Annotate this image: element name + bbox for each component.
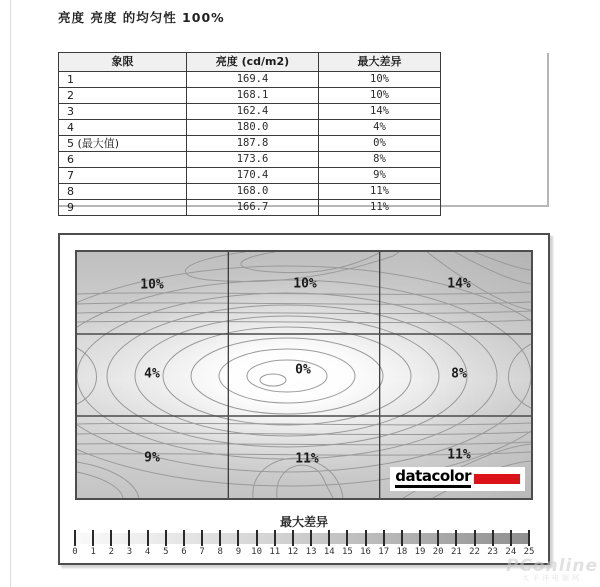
colorbar-tick-label: 14 <box>323 547 335 557</box>
colorbar-tick-label: 16 <box>360 547 371 557</box>
datacolor-red-bar <box>474 474 520 484</box>
datacolor-wordmark: datacolor <box>395 469 471 488</box>
table-cell: 169.4 <box>187 72 319 88</box>
colorbar-tick-label: 15 <box>341 547 353 557</box>
colorbar-tick-label: 22 <box>469 547 480 557</box>
colorbar-tick-label: 20 <box>432 547 444 557</box>
colorbar-tick <box>292 530 294 546</box>
table-cell: 9% <box>319 168 441 184</box>
colorbar-tick <box>492 530 494 546</box>
table-cell: 14% <box>319 104 441 120</box>
colorbar-tick-label: 13 <box>305 547 317 557</box>
colorbar-tick <box>219 530 221 546</box>
table-cell: 2 <box>59 88 187 104</box>
table-cell: 6 <box>59 152 187 168</box>
table-cell: 4% <box>319 120 441 136</box>
quadrant-diff-label: 4% <box>144 366 160 382</box>
colorbar-tick <box>256 530 258 546</box>
table-cell: 4 <box>59 120 187 136</box>
colorbar-tick-label: 17 <box>378 547 390 557</box>
colorbar-tick <box>328 530 330 546</box>
colorbar-tick <box>346 530 348 546</box>
table-cell: 5 (最大值) <box>59 136 187 152</box>
table-cell: 0% <box>319 136 441 152</box>
colorbar-tick-label: 23 <box>487 547 499 557</box>
quadrant-diff-label: 10% <box>293 276 317 292</box>
colorbar-tick-label: 25 <box>523 547 535 557</box>
quadrant-diff-label: 9% <box>144 450 160 466</box>
table-header-row <box>59 53 441 72</box>
colorbar-title: 最大差异 <box>279 515 328 529</box>
table-cell: 180.0 <box>187 120 319 136</box>
contour-plot <box>75 250 533 500</box>
colorbar-tick-label: 3 <box>126 547 133 557</box>
colorbar-tick <box>401 530 403 546</box>
table-cell: 10% <box>319 72 441 88</box>
quadrant-diff-label: 10% <box>140 277 164 293</box>
table-cell: 7 <box>59 168 187 184</box>
table-cell: 8% <box>319 152 441 168</box>
watermark-text: PConline <box>505 556 598 576</box>
table-cell: 1 <box>59 72 187 88</box>
colorbar-tick-label: 0 <box>72 547 78 557</box>
table-row <box>59 136 441 152</box>
colorbar-tick <box>437 530 439 546</box>
table-cell: 10% <box>319 88 441 104</box>
watermark-subtext: 太平洋电脑网 <box>521 574 582 582</box>
table-row <box>59 184 441 200</box>
colorbar-gradient <box>75 533 529 544</box>
colorbar-tick <box>128 530 130 546</box>
colorbar-tick-label: 18 <box>396 547 408 557</box>
contour-panel <box>58 233 550 565</box>
datacolor-logo <box>390 467 525 491</box>
table-cell: 11% <box>319 184 441 200</box>
table-cell: 170.4 <box>187 168 319 184</box>
uniformity-table <box>58 52 441 216</box>
quadrant-diff-label: 11% <box>447 447 471 463</box>
colorbar-tick <box>183 530 185 546</box>
table-row <box>59 120 441 136</box>
colorbar-tick-label: 21 <box>450 547 462 557</box>
quadrant-diff-label: 8% <box>451 366 467 382</box>
colorbar-tick <box>310 530 312 546</box>
colorbar-tick <box>274 530 276 546</box>
colorbar-tick <box>455 530 457 546</box>
colorbar-tick-label: 19 <box>414 547 426 557</box>
table-cell: 9 <box>59 200 187 216</box>
colorbar-tick <box>528 530 530 546</box>
colorbar-tick <box>474 530 476 546</box>
colorbar-tick-label: 4 <box>144 547 151 557</box>
colorbar-tick-label: 5 <box>163 547 169 557</box>
table-row <box>59 168 441 184</box>
colorbar-tick <box>147 530 149 546</box>
colorbar-tick-label: 11 <box>269 547 281 557</box>
table-cell: 173.6 <box>187 152 319 168</box>
table-row <box>59 200 441 216</box>
colorbar-tick-label: 12 <box>287 547 299 557</box>
colorbar-tick-label: 7 <box>199 547 205 557</box>
colorbar-tick-label: 1 <box>90 547 96 557</box>
page-title: 亮度 亮度 的均匀性 100% <box>58 10 225 25</box>
colorbar-tick-label: 10 <box>251 547 263 557</box>
colorbar-tick-label: 24 <box>505 547 517 557</box>
colorbar-tick <box>237 530 239 546</box>
table-cell: 162.4 <box>187 104 319 120</box>
colorbar-tick <box>365 530 367 546</box>
colorbar-tick-label: 9 <box>235 547 242 557</box>
colorbar-tick <box>201 530 203 546</box>
table-row <box>59 88 441 104</box>
table-cell: 3 <box>59 104 187 120</box>
colorbar-tick <box>74 530 76 546</box>
colorbar-tick <box>92 530 94 546</box>
colorbar-tick <box>419 530 421 546</box>
table-row <box>59 152 441 168</box>
colorbar-tick-label: 2 <box>108 547 115 557</box>
table-cell: 168.0 <box>187 184 319 200</box>
table-row <box>59 104 441 120</box>
colorbar <box>72 530 535 560</box>
window-edge-line <box>10 0 11 587</box>
table-cell: 11% <box>319 200 441 216</box>
colorbar-tick-label: 6 <box>181 547 187 557</box>
col-header-luminance: 亮度 (cd/m2) <box>187 53 319 72</box>
col-header-max-diff: 最大差异 <box>319 53 441 72</box>
quadrant-diff-label: 14% <box>447 276 471 292</box>
table-cell: 168.1 <box>187 88 319 104</box>
table-cell: 8 <box>59 184 187 200</box>
col-header-quadrant: 象限 <box>59 53 187 72</box>
table-cell: 187.8 <box>187 136 319 152</box>
colorbar-tick <box>110 530 112 546</box>
quadrant-diff-label: 0% <box>295 362 311 378</box>
table-row <box>59 72 441 88</box>
colorbar-tick-label: 8 <box>217 547 223 557</box>
colorbar-tick <box>165 530 167 546</box>
colorbar-tick <box>383 530 385 546</box>
quadrant-diff-label: 11% <box>295 451 319 467</box>
colorbar-tick <box>510 530 512 546</box>
table-cell: 166.7 <box>187 200 319 216</box>
